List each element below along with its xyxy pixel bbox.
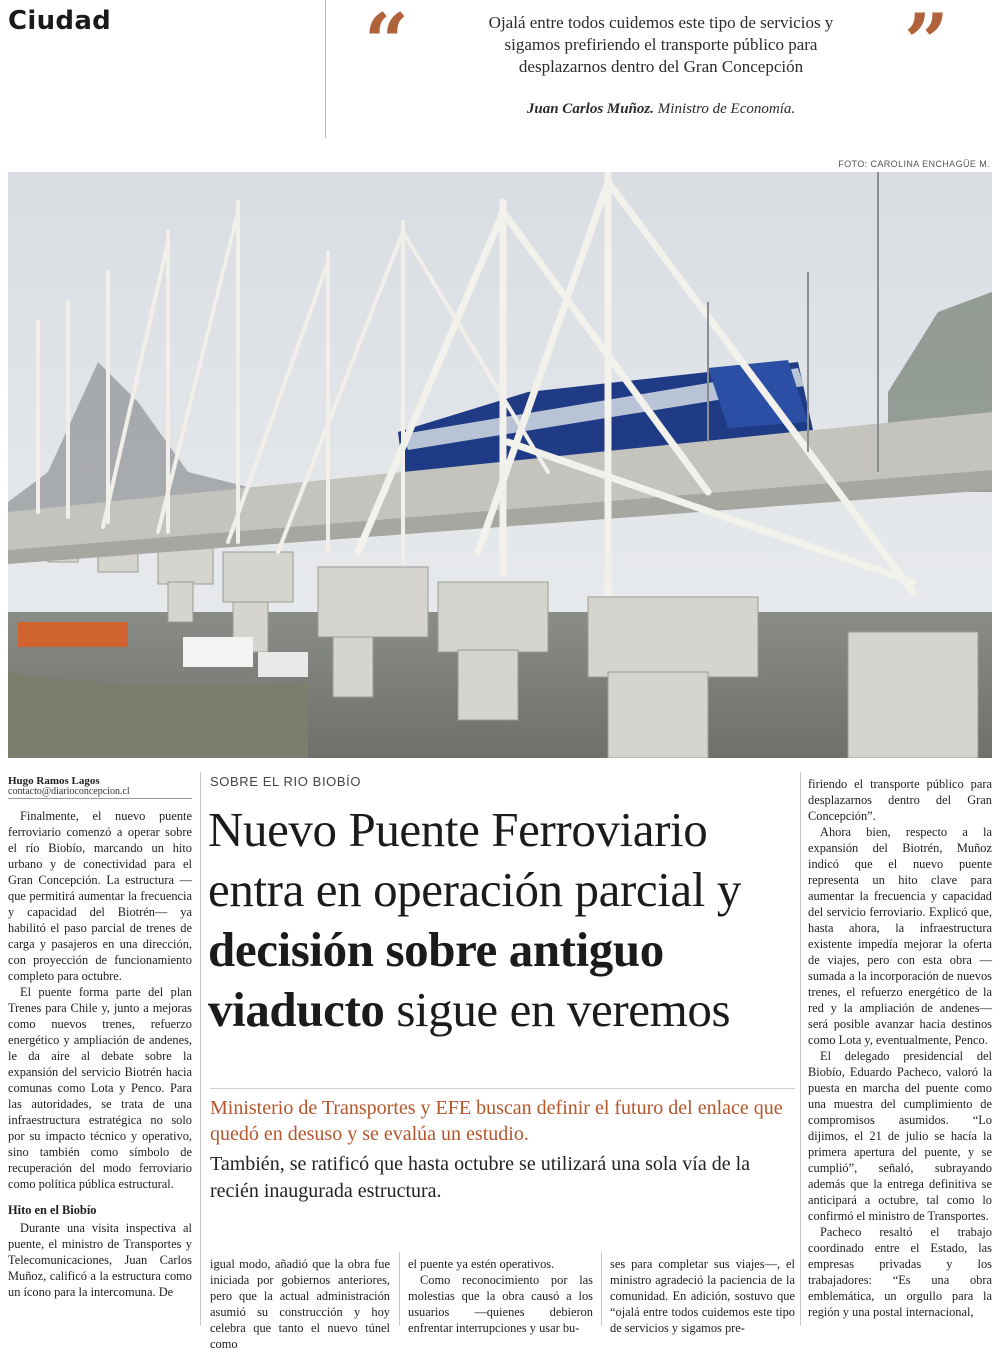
header-divider	[325, 0, 326, 138]
section-title: Ciudad	[8, 6, 112, 36]
article-subhead-primary: Ministerio de Transportes y EFE buscan definir el futuro del enlace que quedó en desuso y se evalúa un estudio.	[210, 1097, 783, 1145]
column-divider	[399, 1252, 400, 1326]
paragraph: El puente forma parte del plan Trenes para Chile y, junto a mejoras como nuevos trenes, refuerzo energético y ampliación de andenes, le da aire al debate sobre la expansión del servicio Biotrén hacia comunas como Lota y Penco. Para las autoridades, se trata de una infraestructura estratégica no solo por su impacto técnico y operativo, sino también como símbolo de recuperación del modo ferroviario como política pública estructural.	[8, 985, 192, 1191]
article-column-left	[8, 808, 192, 1300]
quote-close-icon: ”	[904, 0, 949, 88]
pull-quote-author	[470, 101, 852, 118]
paragraph: ses para completar sus viajes—, el ministro agradeció la paciencia de la comunidad. En adición, sostuvo que “ojalá entre todos cuidemos este tipo de servicios y sigamos pre-	[610, 1257, 795, 1335]
column-divider	[800, 772, 801, 1326]
pull-quote: Ojalá entre todos cuidemos este tipo de servicios y sigamos prefiriendo el transporte público para desplazarnos dentro del Gran Concepción	[488, 13, 834, 76]
article-column-right	[808, 776, 992, 1320]
column-divider	[601, 1252, 602, 1326]
paragraph: el puente ya estén operativos.	[408, 1257, 555, 1271]
article-subhead-secondary: También, se ratificó que hasta octubre se utilizará una sola vía de la recién inaugurada estructura.	[210, 1153, 751, 1202]
photo-credit: FOTO: CAROLINA ENCHAGÜE M.	[838, 159, 990, 169]
bridge-photo	[8, 172, 992, 758]
quote-author-name: Juan Carlos Muñoz.	[526, 101, 655, 117]
article-kicker: SOBRE EL RIO BIOBÍO	[210, 774, 362, 789]
paragraph: Como reconocimiento por las molestias que la obra causó a los usuarios —quienes debieron enfrentar interrupciones y usar bu-	[408, 1273, 593, 1335]
quote-open-icon: “	[364, 0, 409, 88]
byline-email[interactable]: contacto@diarioconcepcion.cl	[8, 786, 130, 797]
paragraph: firiendo el transporte público para desplazarnos dentro del Gran Concepción”.	[808, 777, 992, 823]
subsection-heading: Hito en el Biobío	[8, 1203, 97, 1217]
paragraph: igual modo, añadió que la obra fue iniciada por gobiernos anteriores, pero que la actual administración asumió su construcción y hoy celebra que tanto el nuevo túnel como	[210, 1257, 390, 1351]
column-divider	[200, 772, 201, 1326]
headline-part: Nuevo Puente Ferroviario entra en operación parcial y	[208, 802, 741, 917]
article-column-center-3	[610, 1256, 795, 1336]
subhead-divider	[210, 1088, 795, 1089]
headline-part: sigue en veremos	[384, 982, 731, 1037]
quote-author-role: Ministro de Economía.	[657, 101, 796, 117]
paragraph: Finalmente, el nuevo puente ferroviario comenzó a operar sobre el río Biobío, marcando un hito urbano y de conectividad para el Gran Concepción. La estructura —que permitirá aumentar la frecuencia y capacidad del Biotrén— ya habilitó el paso parcial de trenes de carga y pasajeros en una dirección, con proyección de funcionamiento completo para octubre.	[8, 809, 192, 983]
paragraph: Pacheco resaltó el trabajo coordinado entre el Estado, las empresas privadas y los trabajadores: “Es una obra emblemática, un orgullo para la región y una postal internacional,	[808, 1225, 992, 1319]
article-column-center-2	[408, 1256, 593, 1336]
article-column-center-1	[210, 1256, 390, 1352]
paragraph: El delegado presidencial del Biobío, Eduardo Pacheco, valoró la puesta en marcha del puente como una muestra del cumplimiento de compromisos asumidos. “Lo dijimos, el 21 de julio se hacía la primera apertura del puente, y se cumplió”, señaló, subrayando además que la entrega definitiva se anticipará a octubre, tal como lo confirmó el ministro de Transportes.	[808, 1049, 992, 1223]
paragraph: Durante una visita inspectiva al puente, el ministro de Transportes y Telecomunicaciones, Juan Carlos Muñoz, calificó a la estructura como un ícono para la intercomuna. De	[8, 1221, 192, 1299]
byline-author: Hugo Ramos Lagos	[8, 775, 100, 787]
article-headline	[208, 800, 798, 1040]
bridge-photo-illustration	[8, 172, 992, 758]
paragraph: Ahora bien, respecto a la expansión del Biotrén, Muñoz indicó que el nuevo puente representa un hito clave para aumentar la frecuencia y capacidad del servicio ferroviario. Explicó que, hasta ahora, la infraestructura existente impedía mejorar la oferta de viajes, pero con esta obra —sumada a la incorporación de nuevos trenes, el refuerzo energético de la red y la ampliación de andenes— será posible avanzar hacia destinos como Lota y, eventualmente, Penco.	[808, 825, 992, 1047]
byline-divider	[8, 798, 192, 799]
headline-bold-part: decisión sobre antiguo viaducto	[208, 922, 664, 1037]
